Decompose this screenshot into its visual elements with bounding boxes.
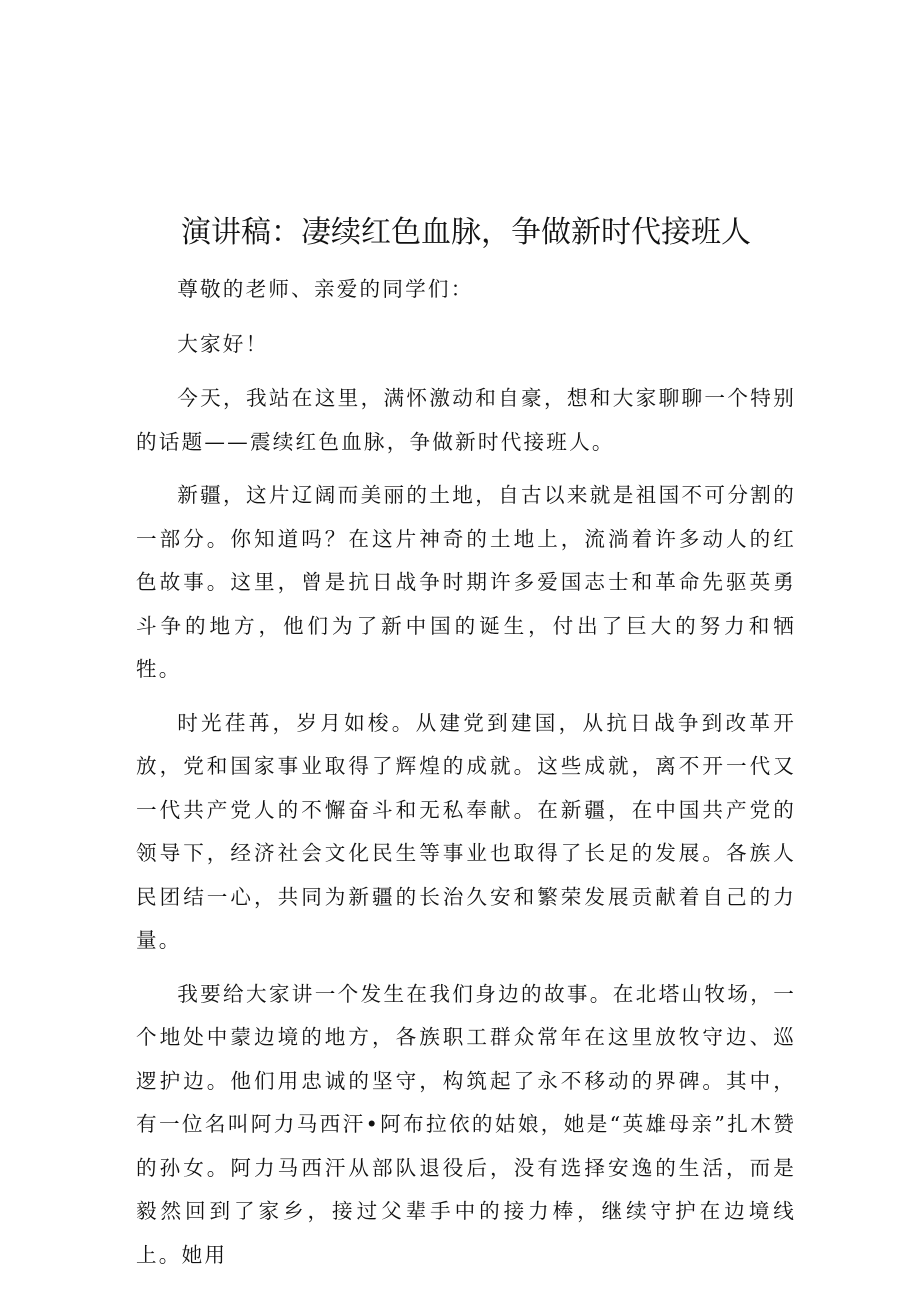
document-title: 演讲稿：凄续红色血脉，争做新时代接班人 <box>181 215 751 250</box>
greeting: 大家好！ <box>177 331 269 356</box>
paragraph-2: 新疆，这片辽阔而美丽的土地，自古以来就是祖国不可分割的一部分。你知道吗？在这片神奇的土地上，流淌着许多动人的红色故事。这里，曾是抗日战争时期许多爱国志士和革命先驱英勇斗争的地方，他们为了新中国的诞生，付出了巨大的努力和牺牲。 <box>136 483 796 681</box>
paragraph-1: 今天，我站在这里，满怀激动和自豪，想和大家聊聊一个特别的话题——震续红色血脉，争做新时代接班人。 <box>136 386 796 454</box>
paragraph-3: 时光荏苒，岁月如梭。从建党到建国，从抗日战争到改革开放，党和国家事业取得了辉煌的成就。这些成就，离不开一代又一代共产党人的不懈奋斗和无私奉献。在新疆，在中国共产党的领导下，经济社会文化民生等事业也取得了长足的发展。各族人民团结一心，共同为新疆的长治久安和繁荣发展贡献着自己的力量。 <box>136 710 796 952</box>
salutation: 尊敬的老师、亲爱的同学们： <box>177 277 474 301</box>
document-body <box>136 210 796 1287</box>
paragraph-4: 我要给大家讲一个发生在我们身边的故事。在北塔山牧场，一个地处中蒙边境的地方，各族职工群众常年在这里放牧守边、巡逻护边。他们用忠诚的坚守，构筑起了永不移动的界碑。其中，有一位名叫阿力马西汗•阿布拉依的姑娘，她是“英雄母亲”扎木赞的孙女。阿力马西汗从部队退役后，没有选择安逸的生活，而是毅然回到了家乡，接过父辈手中的接力棒，继续守护在边境线上。她用 <box>136 981 796 1267</box>
